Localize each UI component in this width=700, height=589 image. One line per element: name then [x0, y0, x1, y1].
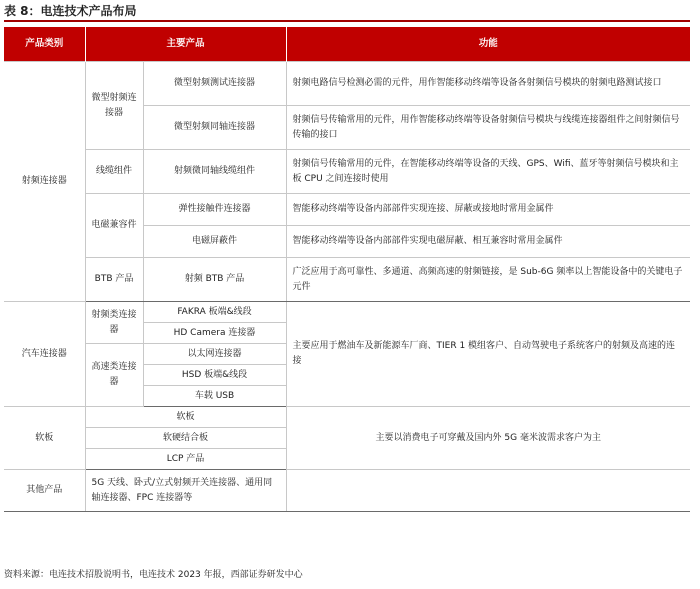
category-other: 其他产品: [4, 470, 85, 512]
subcategory-emc: 电磁兼容件: [85, 194, 143, 258]
subcategory-auto-rf: 射频类连接器: [85, 302, 143, 344]
product-micro-rf-coax: 微型射频同轴连接器: [143, 106, 286, 150]
table-row: [4, 62, 690, 106]
product-hd-camera: HD Camera 连接器: [143, 323, 286, 344]
product-hsd: HSD 板端&线段: [143, 365, 286, 386]
product-fakra: FAKRA 板端&线段: [143, 302, 286, 323]
table-caption: 表 8：电连技术产品布局: [4, 4, 137, 18]
desc-rf-micro-coax-cable: 射频信号传输常用的元件，在智能移动终端等设备的天线、GPS、Wifi、蓝牙等射频信号模块和主板 CPU 之间连接时使用: [286, 150, 690, 194]
table-row: [4, 150, 690, 194]
subcategory-cable-assembly: 线缆组件: [85, 150, 143, 194]
category-flex-board: 软板: [4, 407, 85, 470]
product-micro-rf-test: 微型射频测试连接器: [143, 62, 286, 106]
category-rf-connector: 射频连接器: [4, 62, 85, 302]
product-lcp: LCP 产品: [85, 449, 286, 470]
source-note: 资料来源：电连技术招股说明书，电连技术 2023 年报，西部证券研发中心: [4, 570, 303, 580]
table-row: [4, 407, 690, 428]
subcategory-micro-rf: 微型射频连接器: [85, 62, 143, 150]
desc-flex-board: 主要以消费电子可穿戴及国内外 5G 毫米波需求客户为主: [286, 407, 690, 470]
table-row: [4, 258, 690, 302]
product-rf-btb: 射频 BTB 产品: [143, 258, 286, 302]
desc-micro-rf-test: 射频电路信号检测必需的元件，用作智能移动终端等设备各射频信号模块的射频电路测试接口: [286, 62, 690, 106]
product-elastic-contact: 弹性接触件连接器: [143, 194, 286, 226]
caption-rule: [4, 20, 690, 22]
desc-auto-connector: 主要应用于燃油车及新能源车厂商、TIER 1 模组客户、自动驾驶电子系统客户的射频及高速的连接: [286, 302, 690, 407]
header-category: 产品类别: [4, 27, 85, 62]
product-car-usb: 车载 USB: [143, 386, 286, 407]
table-row: [4, 470, 690, 512]
product-rf-micro-coax-cable: 射频微同轴线缆组件: [143, 150, 286, 194]
table-row: [4, 194, 690, 226]
product-emi-shield: 电磁屏蔽件: [143, 226, 286, 258]
header-main-product: 主要产品: [85, 27, 286, 62]
table-row: [4, 302, 690, 323]
subcategory-auto-highspeed: 高速类连接器: [85, 344, 143, 407]
header-function: 功能: [286, 27, 690, 62]
header-row: [4, 27, 690, 62]
product-fpc: 软板: [85, 407, 286, 428]
desc-rf-btb: 广泛应用于高可靠性、多通道、高频高速的射频链接，是 Sub-6G 频率以上智能设备中的关键电子元件: [286, 258, 690, 302]
desc-emi-shield: 智能移动终端等设备内部部件实现电磁屏蔽、相互兼容时常用金属件: [286, 226, 690, 258]
desc-micro-rf-coax: 射频信号传输常用的元件，用作智能移动终端等设备射频信号模块与线缆连接器组件之间射频信号传输的接口: [286, 106, 690, 150]
desc-elastic-contact: 智能移动终端等设备内部部件实现连接、屏蔽或接地时常用金属件: [286, 194, 690, 226]
category-auto-connector: 汽车连接器: [4, 302, 85, 407]
product-rigid-flex: 软硬结合板: [85, 428, 286, 449]
desc-other-products: 5G 天线、卧式/立式射频开关连接器、通用同轴连接器、FPC 连接器等: [85, 470, 286, 512]
product-layout-table: [4, 27, 690, 512]
subcategory-btb: BTB 产品: [85, 258, 143, 302]
desc-other-function: [286, 470, 690, 512]
product-ethernet: 以太网连接器: [143, 344, 286, 365]
